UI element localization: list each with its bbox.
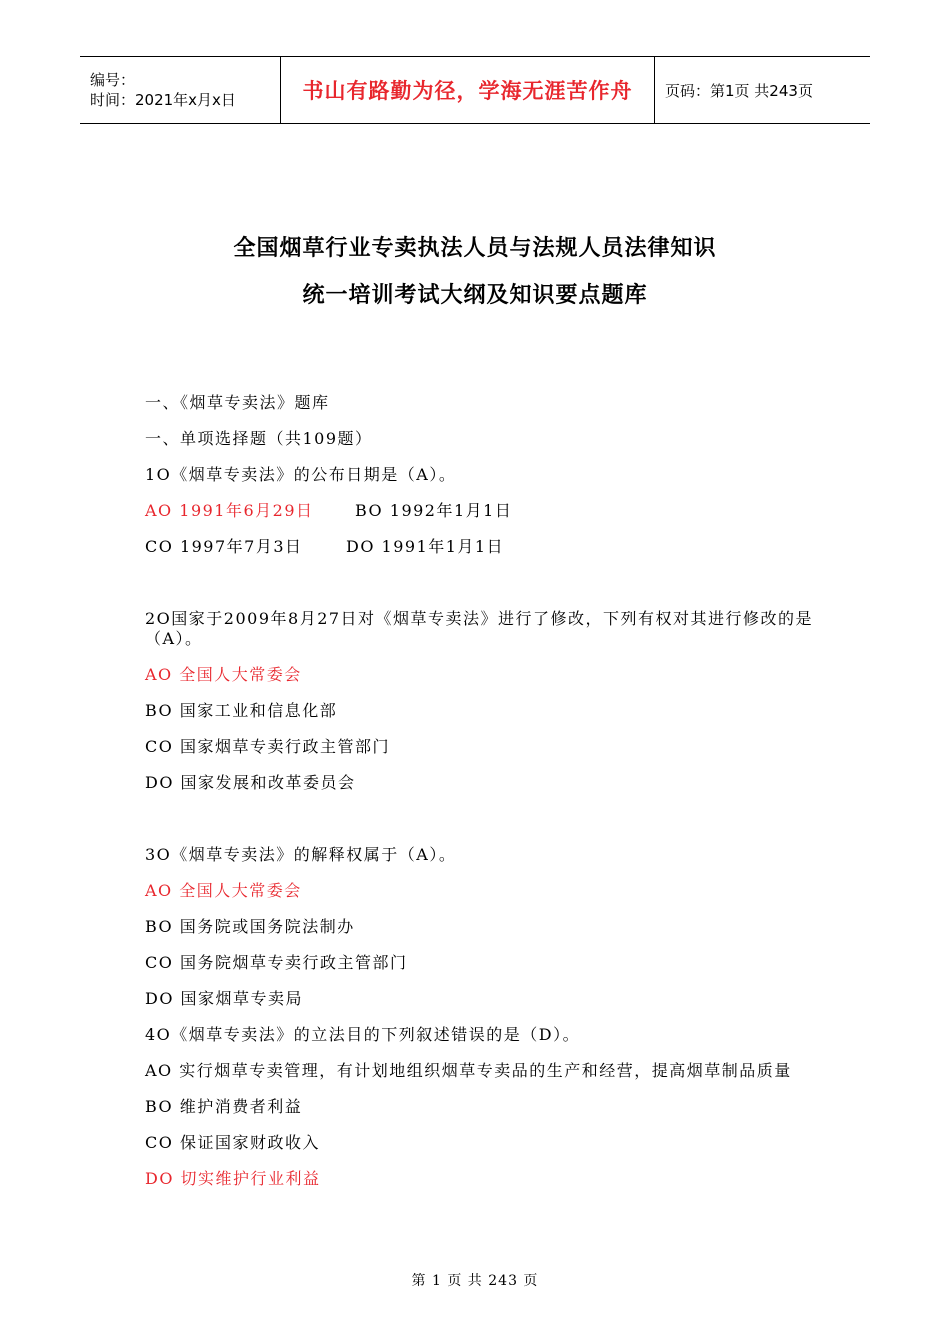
q2-option-d: DO 国家发展和改革委员会 [145, 773, 356, 792]
question-2: 2O国家于2009年8月27日对《烟草专卖法》进行了修改，下列有权对其进行修改的是 [145, 609, 814, 628]
q2-option-a: AO 全国人大常委会 [145, 665, 302, 684]
document-title-line-2: 统一培训考试大纲及知识要点题库 [302, 282, 648, 308]
q2-option-c: CO 国家烟草专卖行政主管部门 [145, 737, 390, 756]
section-heading: 一、《烟草专卖法》题库 [145, 393, 330, 412]
question-4: 4O《烟草专卖法》的立法目的下列叙述错误的是（D）。 [145, 1025, 581, 1044]
document-title-line-1: 全国烟草行业专卖执法人员与法规人员法律知识 [233, 235, 717, 261]
time-label: 时间：2021年x月x日 [90, 91, 236, 109]
question-3: 3O《烟草专卖法》的解释权属于（A）。 [145, 845, 457, 864]
q1-option-d: DO 1991年1月1日 [346, 537, 505, 556]
q1-option-a: AO 1991年6月29日 [145, 501, 314, 520]
header-meta [80, 57, 281, 123]
q4-option-b: BO 维护消费者利益 [145, 1097, 303, 1116]
question-1: 1O《烟草专卖法》的公布日期是（A）。 [145, 465, 457, 484]
header-page [655, 57, 870, 123]
q3-option-c: CO 国务院烟草专卖行政主管部门 [145, 953, 408, 972]
q1-option-c: CO 1997年7月3日 [145, 537, 303, 556]
motto-text: 书山有路勤为径，学海无涯苦作舟 [302, 79, 633, 103]
q2-option-b: BO 国家工业和信息化部 [145, 701, 338, 720]
q4-option-d: DO 切实维护行业利益 [145, 1169, 321, 1188]
q3-option-a: AO 全国人大常委会 [145, 881, 302, 900]
q3-option-b: BO 国务院或国务院法制办 [145, 917, 355, 936]
section-subheading: 一、单项选择题（共109题） [145, 429, 373, 448]
q4-option-c: CO 保证国家财政收入 [145, 1133, 320, 1152]
page-header [80, 56, 870, 124]
number-label: 编号： [90, 71, 136, 89]
q4-option-a: AO 实行烟草专卖管理，有计划地组织烟草专卖品的生产和经营，提高烟草制品质量 [145, 1061, 792, 1080]
question-2-continued: （A）。 [145, 629, 203, 648]
q3-option-d: DO 国家烟草专卖局 [145, 989, 304, 1008]
page-footer: 第 1 页 共 243 页 [411, 1273, 539, 1289]
q1-option-b: BO 1992年1月1日 [355, 501, 513, 520]
header-motto [281, 57, 655, 123]
page-label: 页码：第1页 共243页 [665, 81, 813, 100]
